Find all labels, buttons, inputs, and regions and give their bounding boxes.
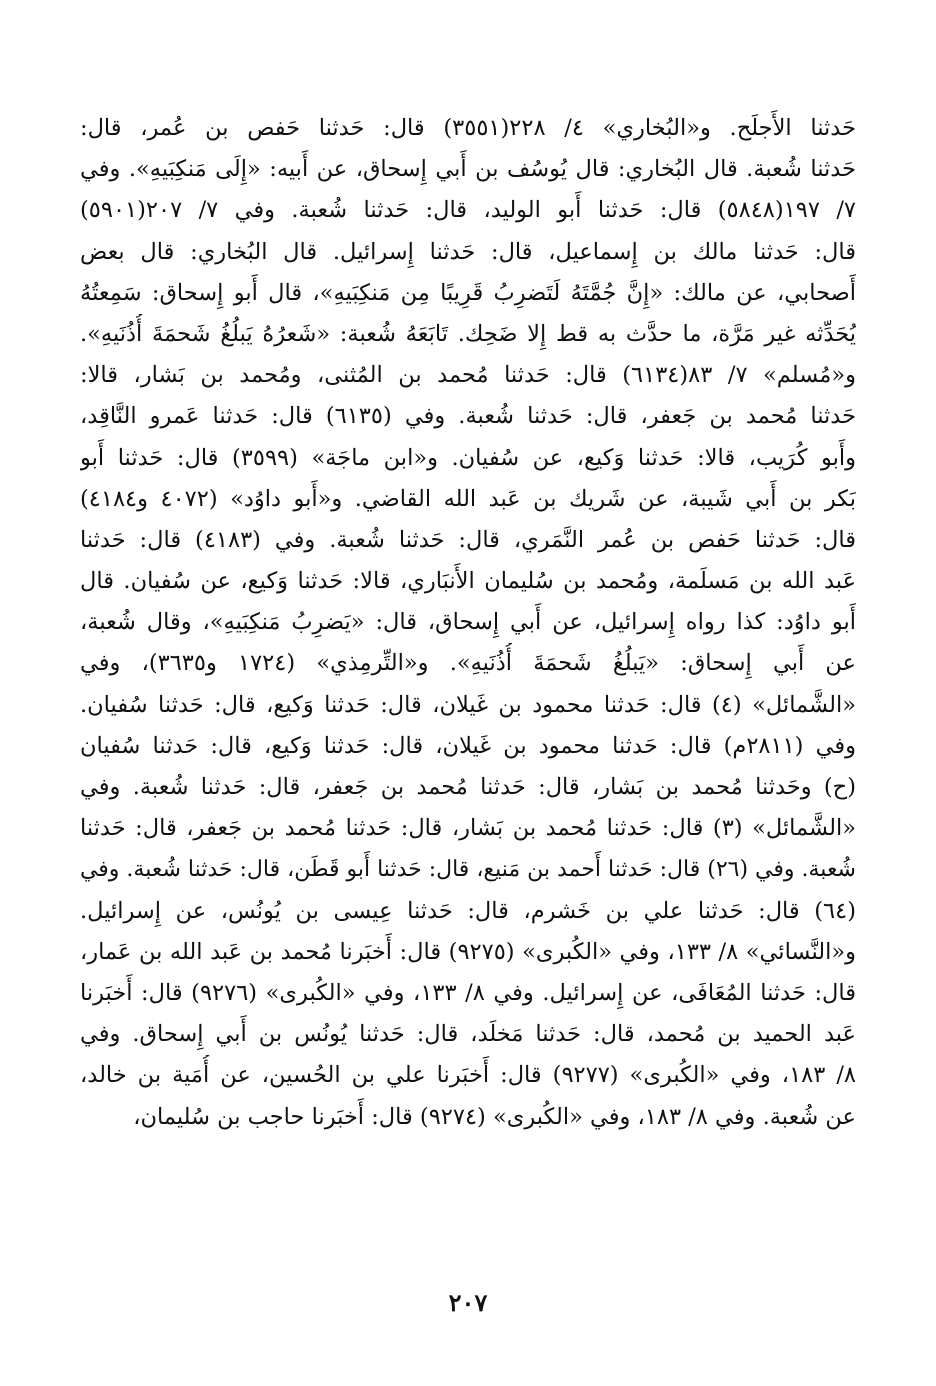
text-line: قال: حَدثنا مالك بن إِسماعيل، قال: حَدثنا إِسرائيل. قال البُخاري: قال بعض: [80, 238, 856, 265]
text-line: قال: حَدثنا المُعَافَى، عن إِسرائيل. وفي ٨/ ١٣٣، وفي «الكُبرى» (٩٢٧٦) قال: أَخبَرنا: [80, 979, 856, 1006]
text-line: و«النَّسائي» ٨/ ١٣٣، وفي «الكُبرى» (٩٢٧٥) قال: أَخبَرنا مُحمد بن عَبد الله بن عَمار،: [80, 938, 856, 965]
text-line: و«مُسلم» ٧/ ٨٣(٦١٣٤) قال: حَدثنا مُحمد بن المُثنى، ومُحمد بن بَشار، قالا:: [80, 362, 856, 389]
text-line: (ح) وحَدثنا مُحمد بن بَشار، قال: حَدثنا مُحمد بن جَعفر، قال: حَدثنا شُعبة. وفي: [80, 774, 856, 800]
text-line: بَكر بن أَبي شَيبة، عن شَريك بن عَبد الله القاضي. و«أَبو داوُد» (٤٠٧٢ و٤١٨٤): [80, 485, 856, 512]
text-line: قال: حَدثنا حَفص بن عُمر النَّمَري، قال: حَدثنا شُعبة. وفي (٤١٨٣) قال: حَدثنا: [80, 526, 856, 553]
text-line: حَدثنا شُعبة. قال البُخاري: قال يُوسُف بن أَبي إِسحاق، عن أَبيه: «إِلَى مَنكِبَيهِ». وفي: [80, 156, 856, 183]
text-line: «الشَّمائل» (٤) قال: حَدثنا محمود بن غَيلان، قال: حَدثنا وَكيع، قال: حَدثنا سُفيان.: [80, 691, 856, 718]
text-line: وأَبو كُرَيب، قالا: حَدثنا وَكيع، عن سُفيان. و«ابن ماجَة» (٣٥٩٩) قال: حَدثنا أَبو: [80, 444, 856, 471]
text-line: ٧/ ١٩٧(٥٨٤٨) قال: حَدثنا أَبو الوليد، قال: حَدثنا شُعبة. وفي ٧/ ٢٠٧(٥٩٠١): [80, 197, 856, 224]
text-line: عَبد الحميد بن مُحمد، قال: حَدثنا مَخلَد، قال: حَدثنا يُونُس بن أَبي إِسحاق. وفي: [80, 1021, 856, 1048]
text-line: عن شُعبة. وفي ٨/ ١٨٣، وفي «الكُبرى» (٩٢٧٤) قال: أَخبَرنا حاجب بن سُليمان،: [133, 1103, 856, 1130]
text-line: حَدثنا الأَجلَح. و«البُخاري» ٤/ ٢٢٨(٣٥٥١) قال: حَدثنا حَفص بن عُمر، قال:: [80, 115, 856, 141]
text-line: عن أَبي إِسحاق: «يَبلُغُ شَحمَةَ أُذُنَيهِ». و«التِّرمِذي» (١٧٢٤ و٣٦٣٥)، وفي: [80, 650, 856, 677]
text-line: ٨/ ١٨٣، وفي «الكُبرى» (٩٢٧٧) قال: أَخبَرنا علي بن الحُسين، عن أُمَية بن خالد،: [80, 1062, 856, 1089]
text-line: يُحَدِّثه غير مَرَّة، ما حدَّث به قط إِلا ضَحِك. تَابَعَهُ شُعبة: «شَعرُهُ يَبلُغُ شَحمَةَ أُذُنَيهِ».: [80, 320, 856, 347]
text-line: حَدثنا مُحمد بن جَعفر، قال: حَدثنا شُعبة. وفي (٦١٣٥) قال: حَدثنا عَمرو النَّاقِد،: [80, 403, 856, 430]
text-line: شُعبة. وفي (٢٦) قال: حَدثنا أَحمد بن مَنيع، قال: حَدثنا أَبو قَطَن، قال: حَدثنا شُعبة. وفي: [80, 857, 856, 883]
text-line: عَبد الله بن مَسلَمة، ومُحمد بن سُليمان الأَنبَاري، قالا: حَدثنا وَكيع، عن سُفيان. قال: [80, 568, 856, 595]
text-line: (٦٤) قال: حَدثنا علي بن خَشرم، قال: حَدثنا عِيسى بن يُونُس، عن إِسرائيل.: [80, 897, 856, 924]
body-text: [80, 108, 856, 1138]
text-line: «الشَّمائل» (٣) قال: حَدثنا مُحمد بن بَشار، قال: حَدثنا مُحمد بن جَعفر، قال: حَدثنا: [80, 815, 856, 842]
text-line: وفي (٢٨١١م) قال: حَدثنا محمود بن غَيلان، قال: حَدثنا وَكيع، قال: حَدثنا سُفيان: [80, 732, 856, 759]
page-number: ٢٠٧: [448, 1288, 488, 1317]
text-line: أَبو داوُد: كذا رواه إِسرائيل، عن أَبي إِسحاق، قال: «يَضرِبُ مَنكِبَيهِ»، وقال شُعبة،: [80, 609, 856, 636]
text-line: أَصحابي، عن مالك: «إِنَّ جُمَّتَهُ لَتَضرِبُ قَرِيبًا مِن مَنكِبَيهِ»، قال أَبو إِسحاق: سَمِعتُهُ: [80, 279, 856, 306]
